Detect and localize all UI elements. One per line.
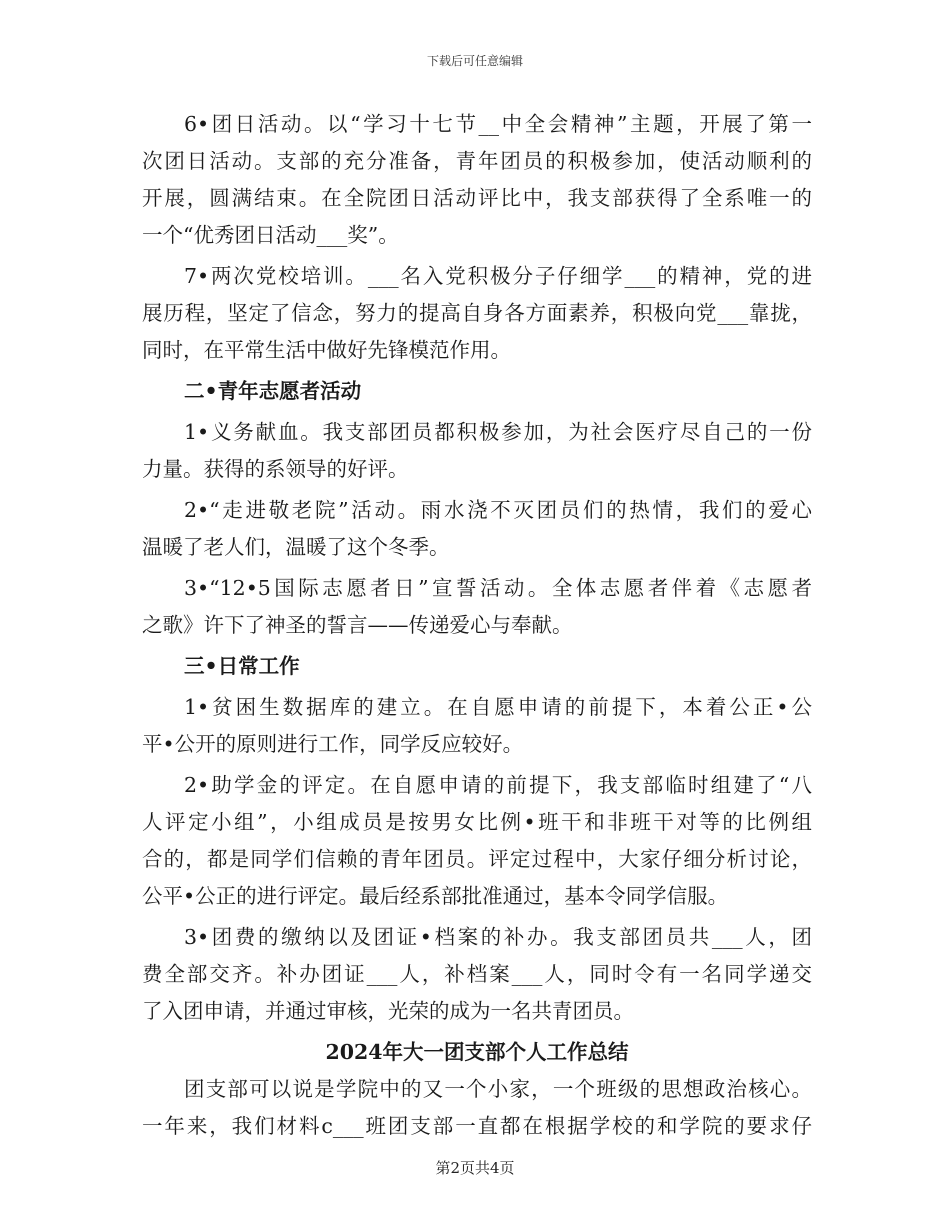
body-line: 展历程，坚定了信念，努力的提高自身各方面素养，积极向党___靠拢， — [142, 301, 812, 325]
body-line: 6•团日活动。以“学习十七节__中全会精神”主题，开展了第一 — [184, 112, 812, 136]
body-line: 团支部可以说是学院中的又一个小家，一个班级的思想政治核心。 — [184, 1077, 812, 1101]
body-line: 7•两次党校培训。___名入党积极分子仔细学___的精神，党的进 — [184, 264, 812, 288]
body-line: 3•“12•5国际志愿者日”宣誓活动。全体志愿者伴着《志愿者 — [184, 576, 812, 600]
body-line: 1•贫困生数据库的建立。在自愿申请的前提下，本着公正•公 — [184, 695, 812, 719]
body-line: 次团日活动。支部的充分准备，青年团员的积极参加，使活动顺利的 — [142, 149, 812, 173]
body-line: 了入团申请，并通过审核，光荣的成为一名共青团员。 — [142, 999, 634, 1023]
body-line: 公平•公正的进行评定。最后经系部批准通过，基本令同学信服。 — [142, 884, 729, 908]
page-number: 第2页共4页 — [435, 1159, 515, 1177]
document-title: 2024年大一团支部个人工作总结 — [325, 1040, 629, 1064]
body-line: 一个“优秀团日活动___奖”。 — [142, 223, 399, 247]
body-line: 费全部交齐。补办团证___人，补档案___人，同时令有一名同学递交 — [142, 962, 812, 986]
section-heading: 二•青年志愿者活动 — [184, 379, 362, 403]
body-line: 平•公开的原则进行工作，同学反应较好。 — [142, 732, 524, 756]
body-line: 1•义务献血。我支部团员都积极参加，为社会医疗尽自己的一份 — [184, 420, 812, 444]
body-line: 合的，都是同学们信赖的青年团员。评定过程中，大家仔细分析讨论， — [142, 847, 812, 871]
body-line: 温暖了老人们，温暖了这个冬季。 — [142, 535, 450, 559]
page-header: 下载后可任意编辑 — [426, 54, 523, 68]
body-line: 力量。获得的系领导的好评。 — [142, 457, 409, 481]
body-line: 3•团费的缴纳以及团证•档案的补办。我支部团员共___人，团 — [184, 925, 812, 949]
body-line: 一年来，我们材料c___班团支部一直都在根据学校的和学院的要求仔 — [142, 1114, 812, 1138]
body-line: 开展，圆满结束。在全院团日活动评比中，我支部获得了全系唯一的 — [142, 186, 812, 210]
body-line: 同时，在平常生活中做好先锋模范作用。 — [142, 338, 511, 362]
section-heading: 三•日常工作 — [184, 654, 300, 678]
body-line: 2•“走进敬老院”活动。雨水浇不灭团员们的热情，我们的爱心 — [184, 498, 812, 522]
body-line: 之歌》许下了神圣的誓言——传递爱心与奉献。 — [142, 613, 573, 637]
document-body — [142, 106, 812, 1145]
body-line: 2•助学金的评定。在自愿申请的前提下，我支部临时组建了“八 — [184, 773, 812, 797]
body-line: 人评定小组”，小组成员是按男女比例•班干和非班干对等的比例组 — [142, 810, 812, 834]
